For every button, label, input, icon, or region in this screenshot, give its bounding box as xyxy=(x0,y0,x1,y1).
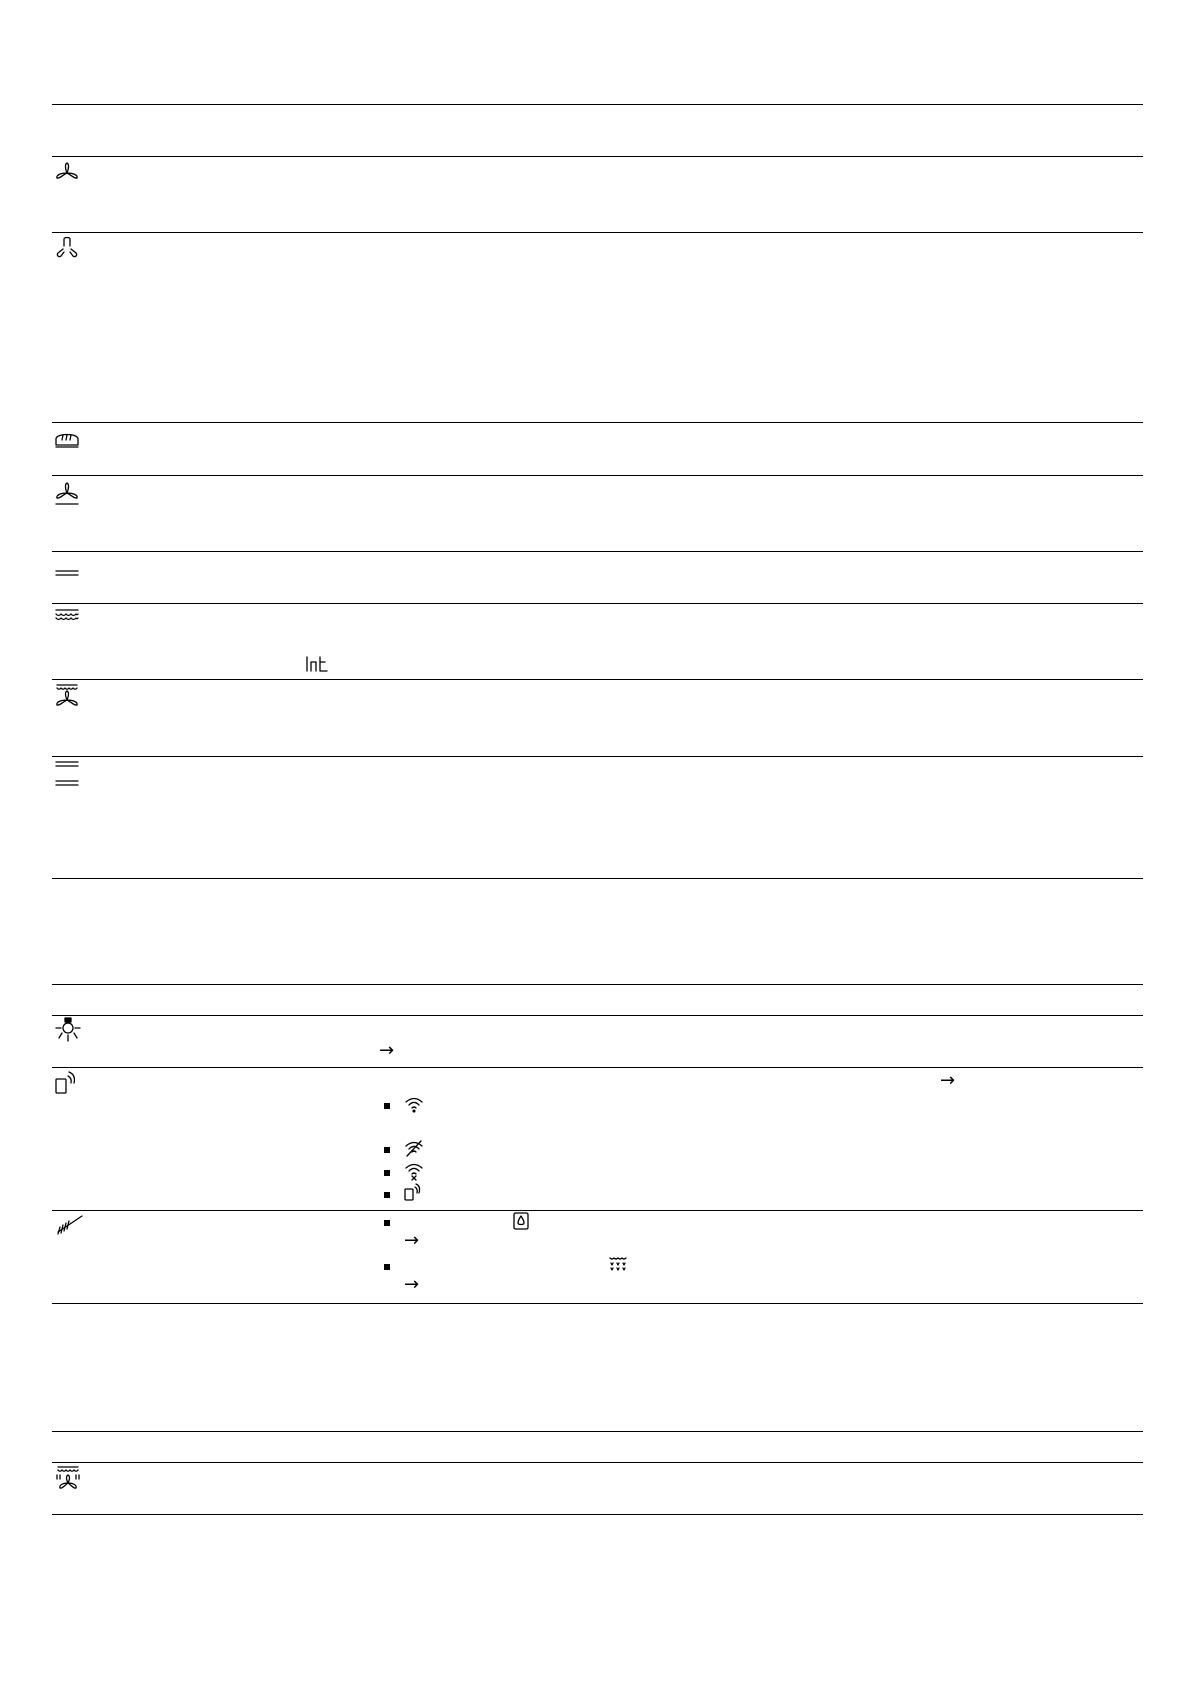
table-two-header-rule xyxy=(52,1015,1143,1016)
top-bottom-heat-icon xyxy=(54,760,80,788)
table-row-divider xyxy=(52,422,1143,423)
table-three-bottom-rule xyxy=(52,1514,1143,1515)
table-three-top-rule xyxy=(52,1431,1143,1432)
table-row-divider xyxy=(52,551,1143,552)
table-one-header-rule xyxy=(52,156,1143,157)
steam-with-fan-icon xyxy=(54,683,80,711)
bullet-marker xyxy=(384,1147,390,1153)
table-row-divider xyxy=(52,475,1143,476)
lamp-icon xyxy=(54,1017,82,1043)
table-row-divider xyxy=(52,232,1143,233)
table-row-divider xyxy=(52,1210,1143,1211)
water-tank-icon xyxy=(513,1212,529,1230)
cleaning-brush-icon xyxy=(54,1214,84,1236)
table-row-divider xyxy=(52,679,1143,680)
table-two-bottom-rule xyxy=(52,1303,1143,1304)
table-row-divider xyxy=(52,603,1143,604)
cross-reference-arrow: → xyxy=(404,1274,420,1295)
table-one-bottom-rule xyxy=(52,878,1143,879)
table-one-top-rule xyxy=(52,104,1143,105)
fan-icon xyxy=(54,162,80,184)
wifi-icon xyxy=(404,1096,424,1114)
table-row-divider xyxy=(52,756,1143,757)
fan-with-bottom-heat-icon xyxy=(54,482,80,506)
fan-open-blades-icon xyxy=(54,236,80,260)
remote-start-icon xyxy=(54,1071,78,1095)
cross-reference-arrow: → xyxy=(404,1230,420,1251)
bottom-heat-icon xyxy=(54,568,80,580)
table-two-top-rule xyxy=(52,984,1143,985)
table-three-header-rule xyxy=(52,1462,1143,1463)
cross-reference-arrow: → xyxy=(379,1040,395,1061)
bullet-marker xyxy=(384,1264,390,1270)
bullet-marker xyxy=(384,1220,390,1226)
table-row-divider xyxy=(52,1067,1143,1068)
remote-start-small-icon xyxy=(404,1183,422,1201)
cross-reference-arrow: → xyxy=(940,1070,956,1091)
steam-icon xyxy=(54,608,80,622)
int-display-code xyxy=(305,656,329,672)
wifi-off-icon xyxy=(404,1140,424,1158)
bullet-marker xyxy=(384,1192,390,1198)
steam-fan-humidity-icon xyxy=(54,1465,82,1493)
wifi-error-icon xyxy=(404,1162,424,1182)
bullet-marker xyxy=(384,1170,390,1176)
bread-icon xyxy=(54,430,80,448)
steam-drops-icon xyxy=(608,1255,628,1273)
bullet-marker xyxy=(384,1103,390,1109)
